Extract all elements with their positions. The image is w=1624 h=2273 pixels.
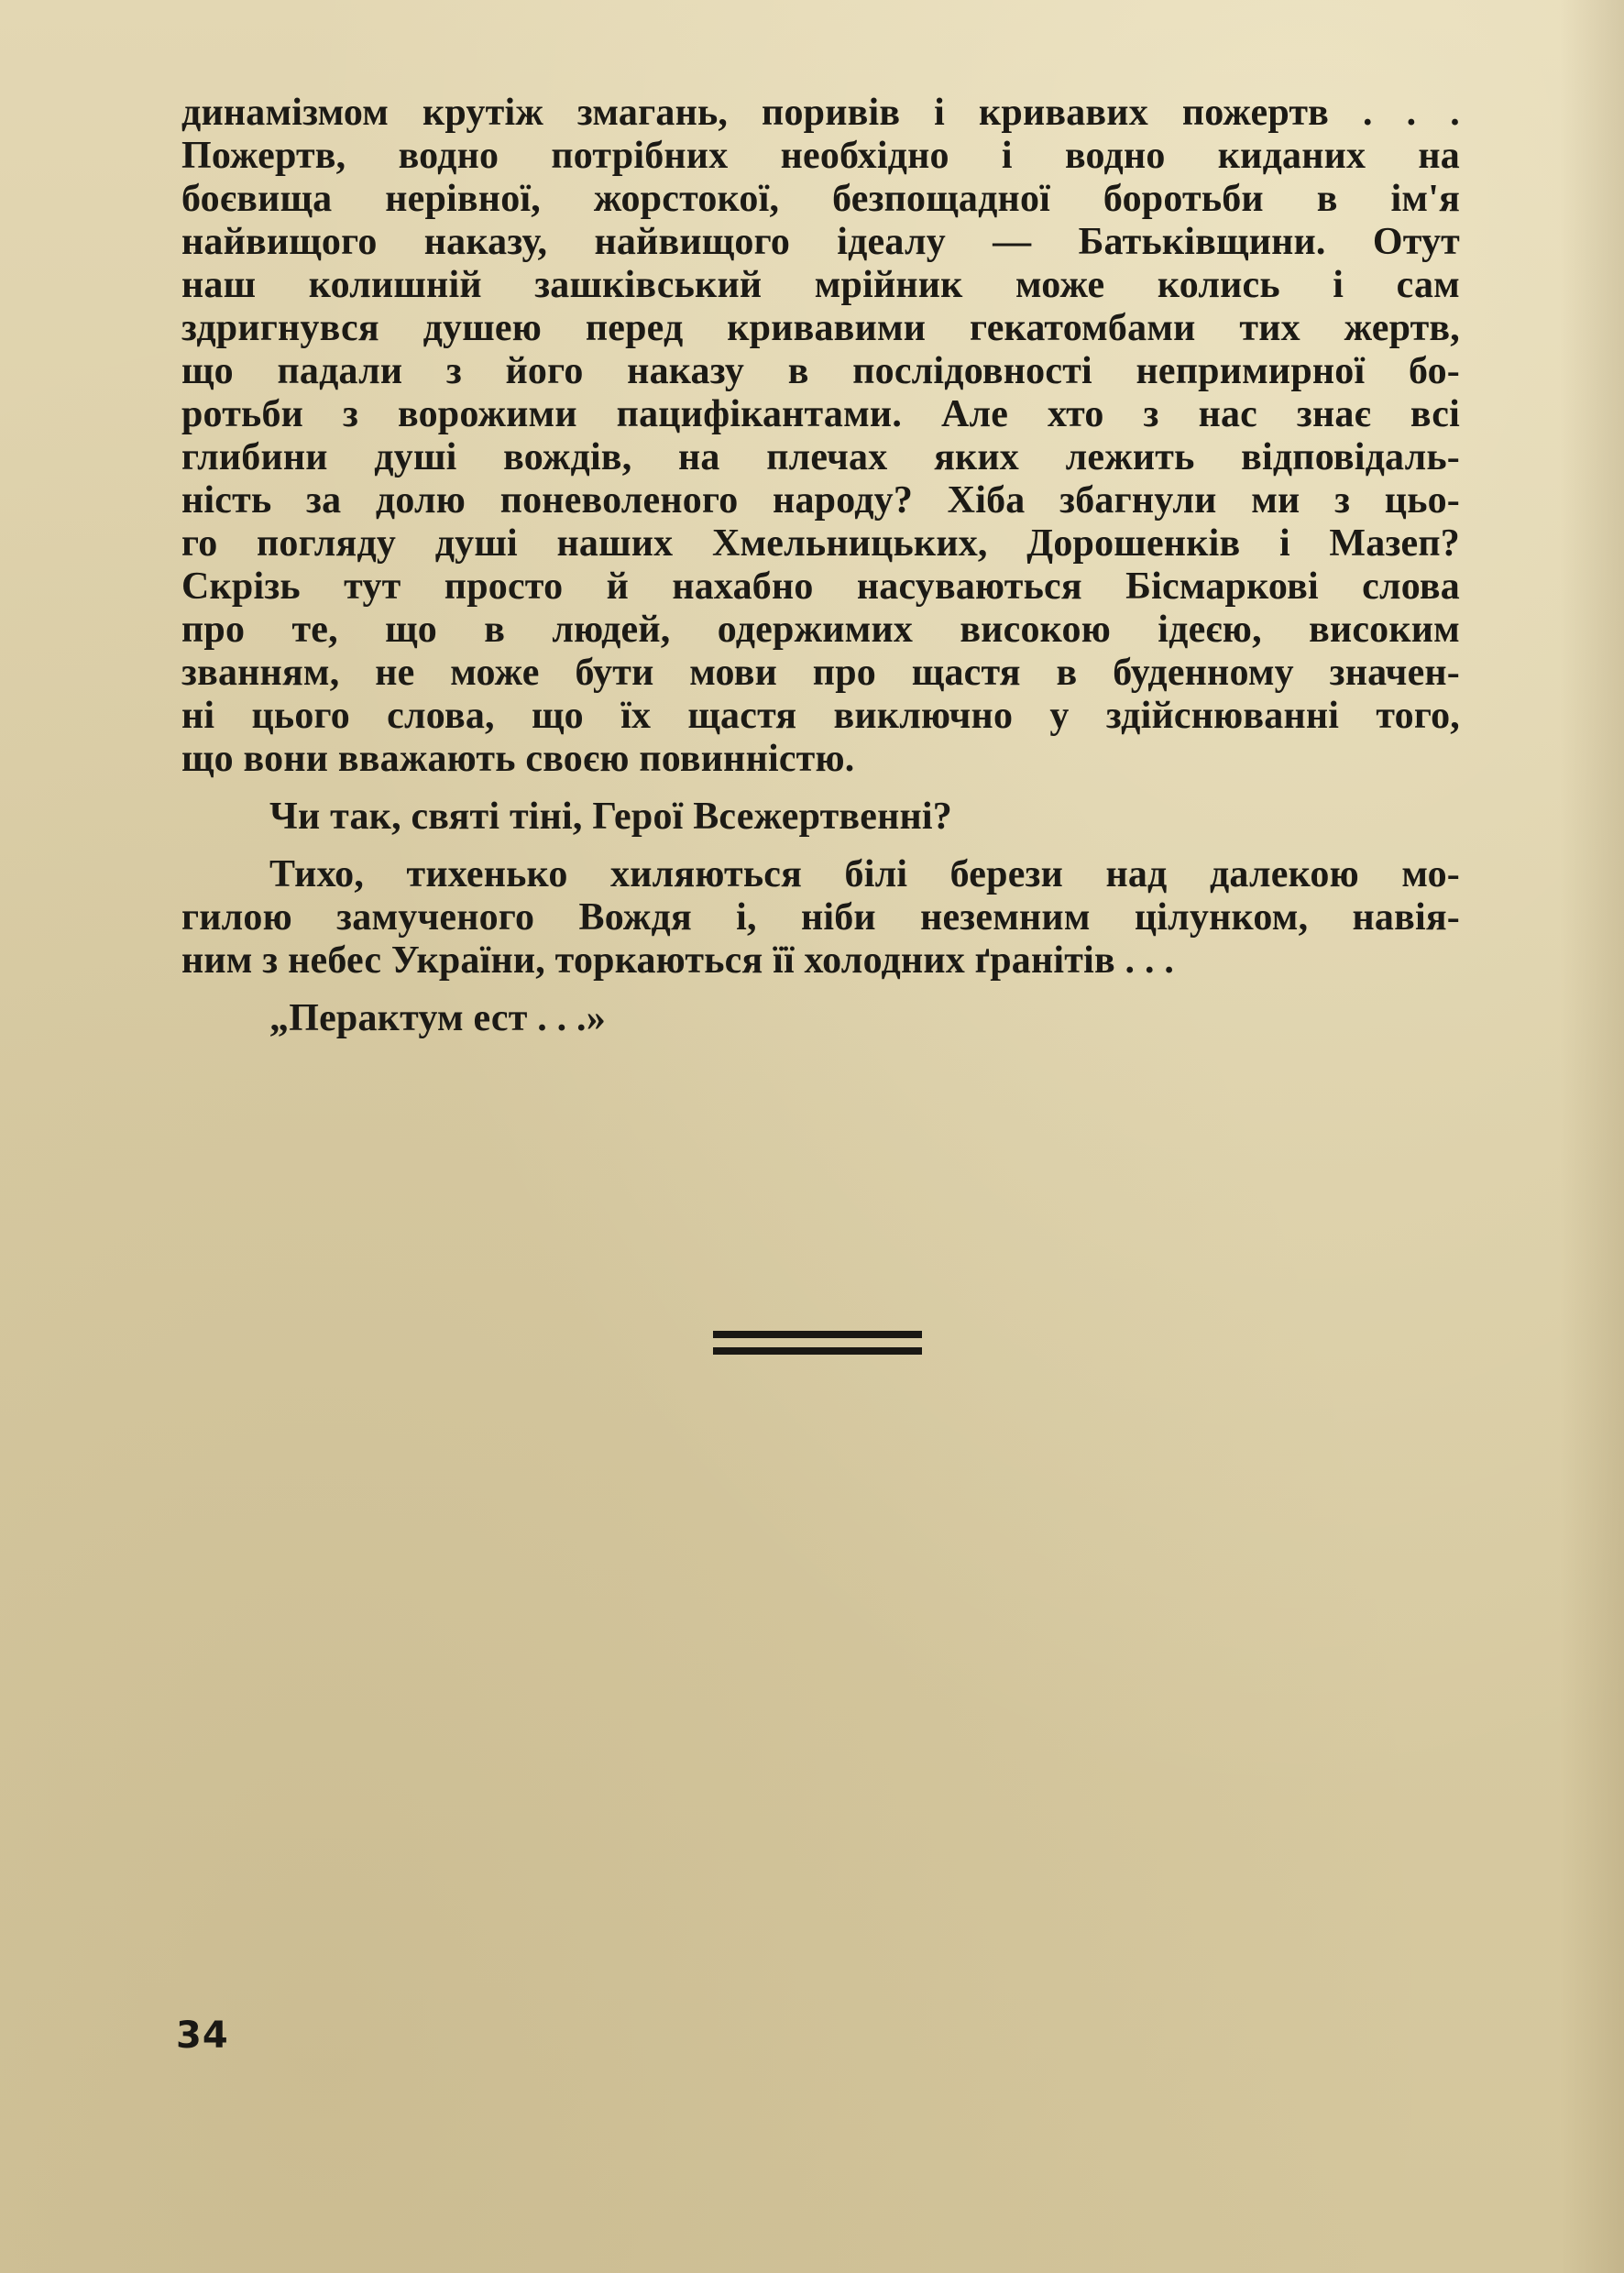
text-line: ротьби з ворожими пацифікантами. Але хто з нас знає всі bbox=[181, 393, 1460, 435]
text-line: ність за долю поневоленого народу? Хіба збагнули ми з цьо- bbox=[181, 479, 1460, 522]
paragraph-4 bbox=[181, 997, 1460, 1040]
text-line: Пожертв, водно потрібних необхідно і водно киданих на bbox=[181, 135, 1460, 177]
text-line: найвищого наказу, найвищого ідеалу — Батьківщини. Отут bbox=[181, 221, 1460, 263]
text-line: ним з небес України, торкаються її холодних ґранітів . . . bbox=[181, 939, 1175, 982]
page-number: 34 bbox=[176, 2015, 229, 2057]
text-line: динамізмом крутіж змагань, поривів і кривавих пожертв . . . bbox=[181, 92, 1460, 134]
paragraph-3 bbox=[181, 853, 1460, 983]
text-line: Тихо, тихенько хиляються білі берези над далекою мо- bbox=[269, 853, 1460, 895]
divider-rule bbox=[713, 1347, 922, 1355]
text-line: Скрізь тут просто й нахабно насуваються Бісмаркові слова bbox=[181, 566, 1460, 608]
paragraph-2 bbox=[181, 796, 1460, 839]
text-line: про те, що в людей, одержимих високою ідеєю, високим bbox=[181, 609, 1460, 651]
paragraph-1 bbox=[181, 92, 1460, 781]
text-line: що падали з його наказу в послідовності непримирної бо- bbox=[181, 350, 1460, 392]
text-line: званням, не може бути мови про щастя в буденному значен- bbox=[181, 652, 1460, 694]
text-line: що вони вважають своєю повинністю. bbox=[181, 738, 855, 780]
text-line: го погляду душі наших Хмельницьких, Дорошенків і Мазеп? bbox=[181, 522, 1460, 565]
text-line: боєвища нерівної, жорстокої, безпощадної боротьби в ім'я bbox=[181, 178, 1460, 220]
text-line: Чи так, святі тіні, Герої Всежертвенні? bbox=[269, 796, 952, 838]
text-line: глибини душі вождів, на плечах яких лежить відповідаль- bbox=[181, 436, 1460, 478]
text-line: наш колишній зашківський мрійник може колись і сам bbox=[181, 264, 1460, 306]
section-divider bbox=[713, 1331, 922, 1360]
body-text bbox=[181, 92, 1460, 1040]
text-line: „Перактум ест . . .» bbox=[269, 997, 606, 1039]
text-line: гилою замученого Вождя і, ніби неземним цілунком, навія- bbox=[181, 896, 1460, 939]
divider-rule bbox=[713, 1331, 922, 1338]
text-line: ні цього слова, що їх щастя виключно у здійснюванні того, bbox=[181, 695, 1460, 737]
text-line: здригнувся душею перед кривавими гекатомбами тих жертв, bbox=[181, 307, 1460, 349]
